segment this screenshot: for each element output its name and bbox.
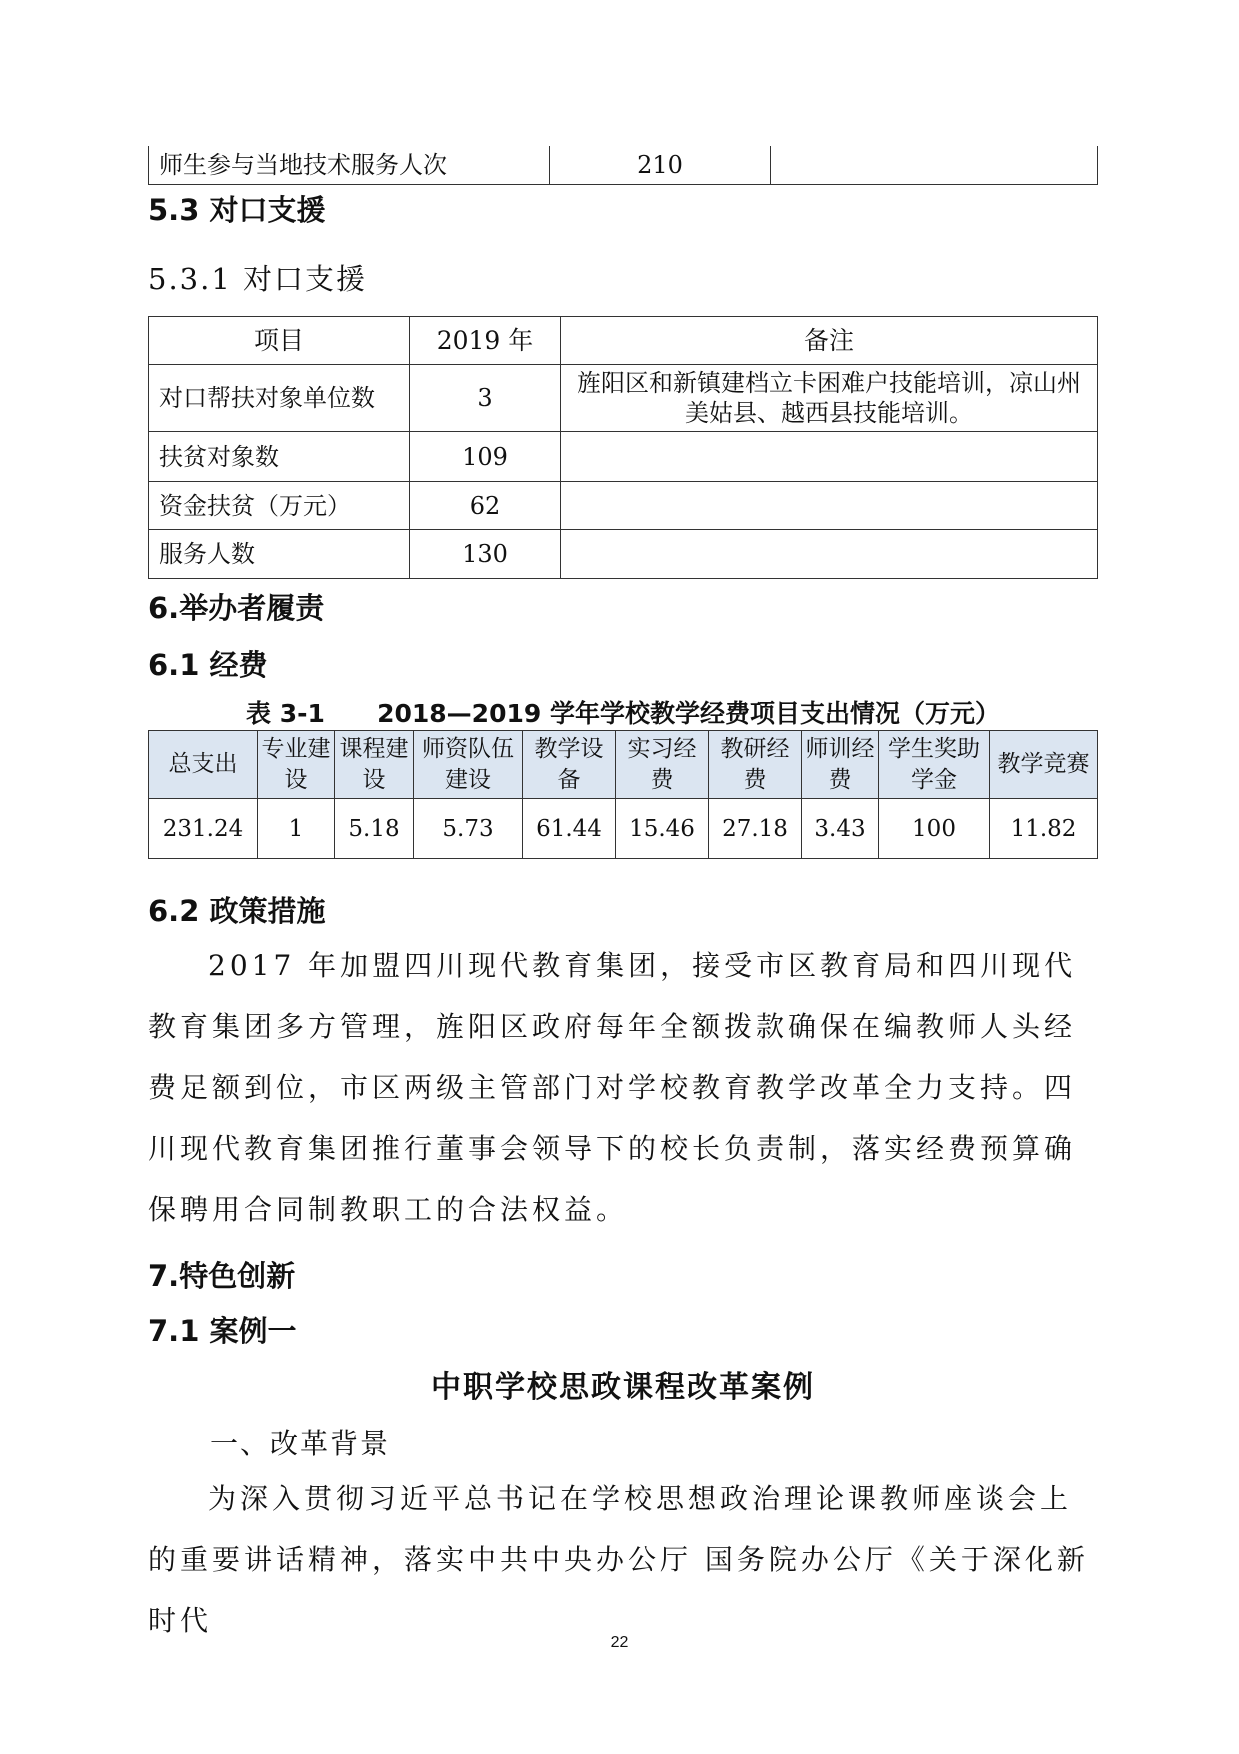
row-value: 109: [410, 432, 561, 482]
section-5-3-1: 5.3.1 对口支援: [148, 262, 368, 296]
service-note: [771, 146, 1098, 184]
support-table: [148, 316, 1098, 579]
section-6-2: 6.2 政策措施: [148, 894, 326, 928]
exp-value: 231.24: [149, 799, 258, 859]
row-item: 服务人数: [149, 530, 410, 579]
expense-table: [148, 730, 1098, 859]
case-paragraph: 为深入贯彻习近平总书记在学校思想政治理论课教师座谈会上的重要讲话精神，落实中共中央办公厅 国务院办公厅《关于深化新时代: [148, 1482, 1089, 1637]
policy-paragraph: 2017 年加盟四川现代教育集团，接受市区教育局和四川现代教育集团多方管理，旌阳区政府每年全额拨款确保在编教师人头经费足额到位，市区两级主管部门对学校教育教学改革全力支持。四川现代教育集团推行董事会领导下的校长负责制，落实经费预算确保聘用合同制教职工的合法权益。: [148, 949, 1077, 1226]
section-5-3: 5.3 对口支援: [148, 193, 326, 227]
page-number: 22: [610, 1634, 629, 1651]
service-table: [148, 146, 1098, 185]
exp-header: 教学竞赛: [990, 731, 1098, 799]
exp-value: 1: [258, 799, 335, 859]
exp-value: 3.43: [802, 799, 879, 859]
exp-value: 5.73: [414, 799, 523, 859]
section-7-1: 7.1 案例一: [148, 1314, 297, 1348]
exp-header: 教研经费: [709, 731, 802, 799]
row-item: 扶贫对象数: [149, 432, 410, 482]
section-6: 6.举办者履责: [148, 591, 325, 625]
header-item: 项目: [149, 317, 410, 365]
row-note: 旌阳区和新镇建档立卡困难户技能培训，凉山州美姑县、越西县技能培训。: [561, 365, 1098, 432]
table-row: [149, 365, 1098, 432]
exp-value: 5.18: [335, 799, 414, 859]
table-row: [149, 482, 1098, 530]
exp-header: 课程建设: [335, 731, 414, 799]
service-value: 210: [550, 146, 771, 184]
exp-header: 总支出: [149, 731, 258, 799]
row-note: [561, 482, 1098, 530]
table-caption: 表 3-1 2018—2019 学年学校教学经费项目支出情况（万元）: [246, 699, 1000, 728]
case-title: 中职学校思政课程改革案例: [431, 1370, 815, 1405]
row-note: [561, 432, 1098, 482]
exp-header: 学生奖助学金: [879, 731, 990, 799]
section-6-1: 6.1 经费: [148, 648, 268, 682]
row-item: 资金扶贫（万元）: [149, 482, 410, 530]
exp-header: 师训经费: [802, 731, 879, 799]
exp-header: 专业建设: [258, 731, 335, 799]
service-label: 师生参与当地技术服务人次: [149, 146, 550, 184]
exp-header: 师资队伍建设: [414, 731, 523, 799]
case-subheading: 一、改革背景: [210, 1427, 391, 1460]
row-value: 3: [410, 365, 561, 432]
header-note: 备注: [561, 317, 1098, 365]
exp-value: 100: [879, 799, 990, 859]
exp-value: 11.82: [990, 799, 1098, 859]
exp-value: 61.44: [523, 799, 616, 859]
row-item: 对口帮扶对象单位数: [149, 365, 410, 432]
row-note: [561, 530, 1098, 579]
section-7: 7.特色创新: [148, 1259, 296, 1293]
row-value: 130: [410, 530, 561, 579]
exp-value: 27.18: [709, 799, 802, 859]
exp-header: 实习经费: [616, 731, 709, 799]
table-row: [149, 530, 1098, 579]
table-row: [149, 432, 1098, 482]
header-year: 2019 年: [410, 317, 561, 365]
exp-value: 15.46: [616, 799, 709, 859]
row-value: 62: [410, 482, 561, 530]
exp-header: 教学设备: [523, 731, 616, 799]
